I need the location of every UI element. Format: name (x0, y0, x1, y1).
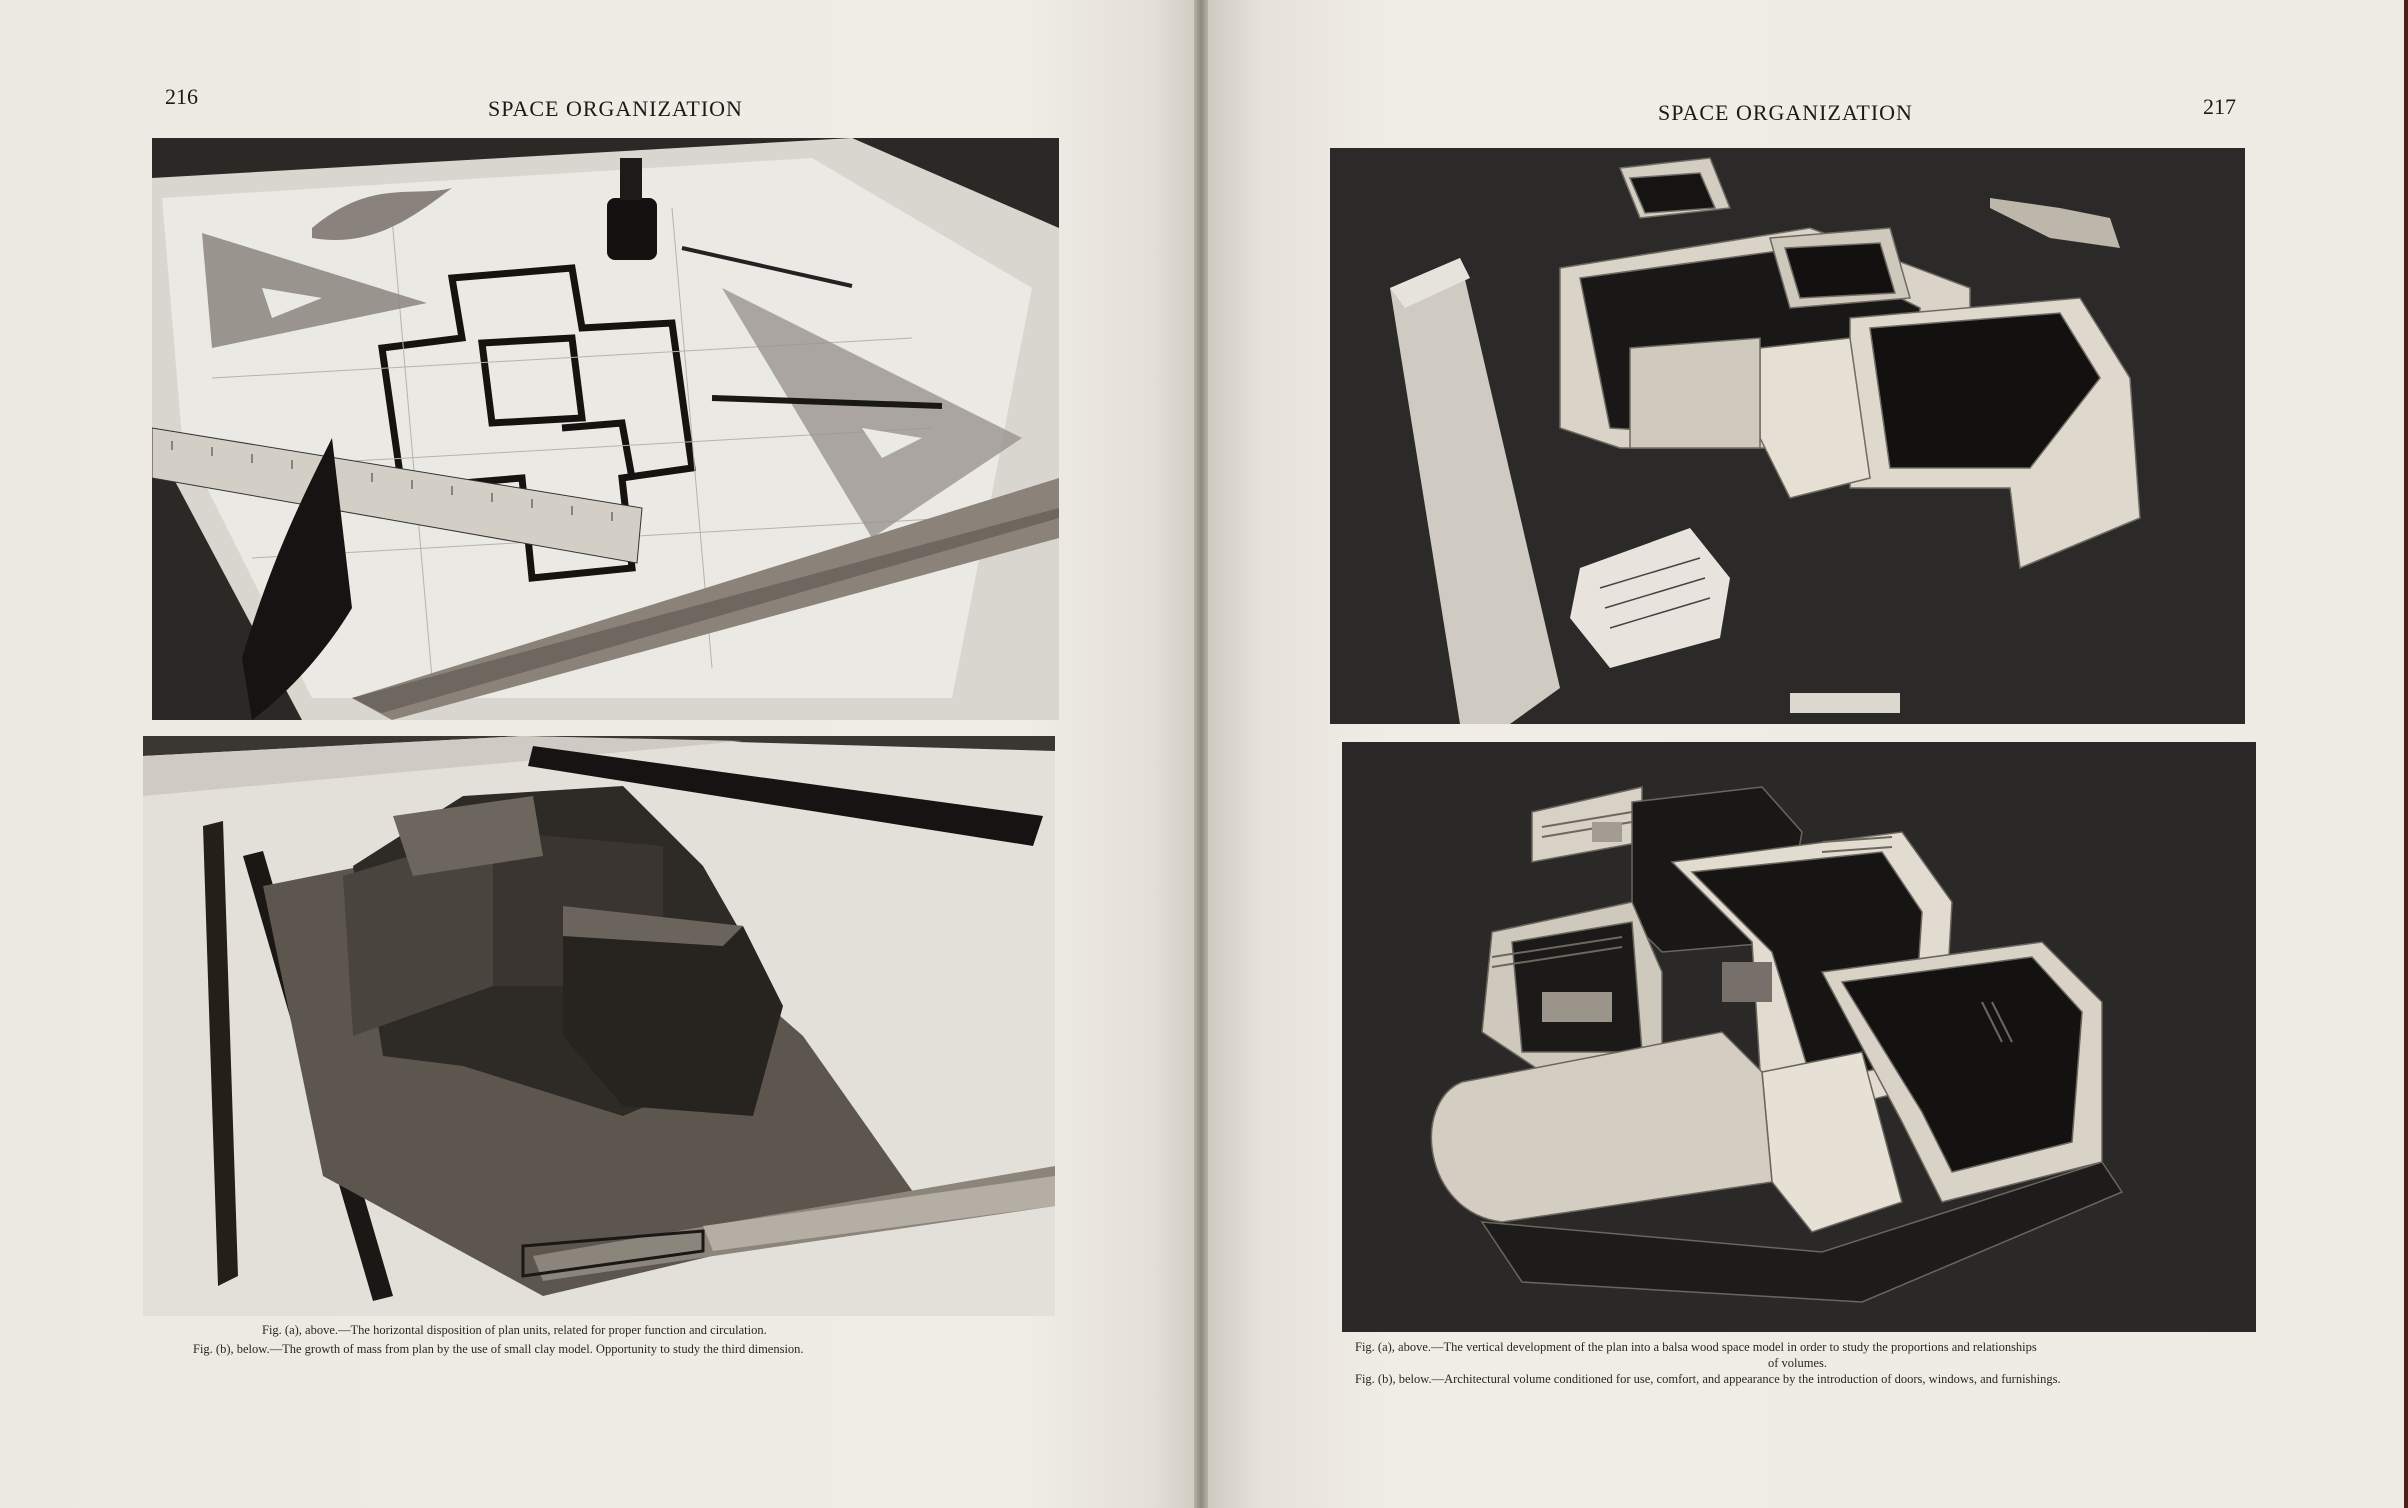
right-page (1200, 0, 2408, 1508)
caption-fig-b-left: Fig. (b), below.—The growth of mass from plan by the use of small clay model. Opportunity to study the third dimension. (193, 1342, 804, 1356)
photo-clay-model (143, 736, 1055, 1316)
page-edge (2404, 0, 2408, 1508)
caption-fig-b-right: Fig. (b), below.—Architectural volume conditioned for use, comfort, and appearance by the introduction of doors, windows, and furnishings. (1355, 1372, 2061, 1386)
photo-balsa-model (1330, 148, 2245, 724)
page-number-right: 217 (2203, 94, 2236, 119)
caption-fig-a-right-line2: of volumes. (1768, 1356, 1828, 1370)
running-head-left: SPACE ORGANIZATION (488, 96, 743, 121)
page-number-left: 216 (165, 84, 198, 109)
book-gutter (1194, 0, 1208, 1508)
left-page (0, 0, 1200, 1508)
photo-furnished-model (1342, 742, 2256, 1332)
caption-fig-a-left: Fig. (a), above.—The horizontal disposition of plan units, related for proper function and circulation. (262, 1323, 767, 1337)
running-head-right: SPACE ORGANIZATION (1658, 100, 1913, 125)
caption-fig-a-right-line1: Fig. (a), above.—The vertical development of the plan into a balsa wood space model in order to study the proportions and relationships (1355, 1340, 2037, 1354)
photo-drafting-plan (152, 138, 1059, 720)
